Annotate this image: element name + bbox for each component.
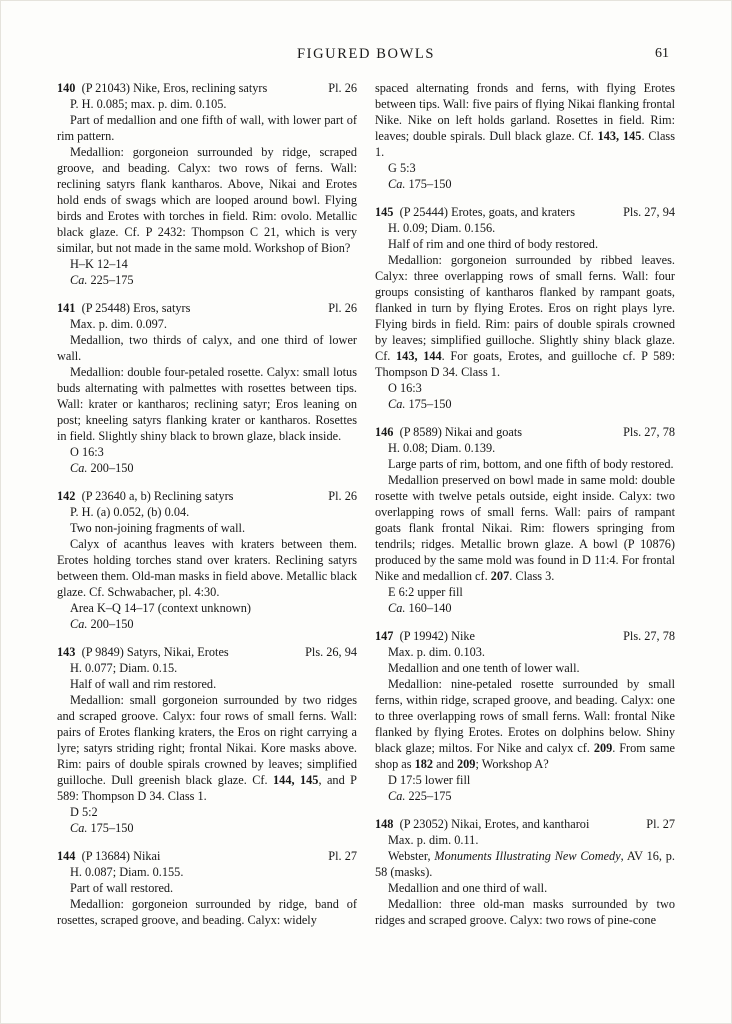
paragraph bbox=[375, 80, 675, 160]
paragraph bbox=[375, 396, 675, 412]
italic-text: Ca. bbox=[388, 601, 409, 615]
text-run: H. 0.08; Diam. 0.139. bbox=[388, 441, 496, 455]
entry-heading-text bbox=[57, 488, 320, 504]
entry-title: (P 21043) Nike, Eros, reclining satyrs bbox=[75, 81, 268, 95]
text-run: Part of medallion and one fifth of wall, with lower part of rim pattern. bbox=[57, 113, 357, 143]
paragraph bbox=[375, 644, 675, 660]
entry-144 bbox=[57, 848, 357, 928]
text-run: Medallion: gorgoneion surrounded by ridge, scraped groove, and beading. Calyx: two rows of ferns. Wall: reclining satyrs flank kantharos. Above, Nikai and Erotes hold ends of swags which are looped around bowl. Flying birds and Erotes with torches in field. Rim: ovolo. Metallic black glaze. Cf. P 2432: Thompson C 21, which is very similar, but not made in the same mold. Workshop of Bion? bbox=[57, 145, 357, 255]
paragraph bbox=[57, 692, 357, 804]
entry-title: (P 13684) Nikai bbox=[75, 849, 161, 863]
paragraph bbox=[57, 332, 357, 364]
entry-title: (P 9849) Satyrs, Nikai, Erotes bbox=[75, 645, 229, 659]
cross-reference: 182 bbox=[414, 757, 434, 771]
paragraph bbox=[375, 772, 675, 788]
paragraph bbox=[57, 676, 357, 692]
text-run: Medallion and one third of wall. bbox=[388, 881, 548, 895]
entry-plate: Pls. 27, 78 bbox=[623, 629, 675, 643]
text-run: Medallion preserved on bowl made in same mold: double rosette with twelve petals outside, eight inside. Calyx: two overlapping rows of small ferns. Wall: pairs of rampant goats flank frontal Nikai. Rim: flowers springing from tendrils; ridges. Metallic brown glaze. A bowl (P 10876) produced by the same mold was found in D 11:4. For frontal Nike and medallion cf. bbox=[375, 473, 675, 583]
paragraph bbox=[375, 220, 675, 236]
paragraph bbox=[57, 112, 357, 144]
entry-title: (P 25444) Erotes, goats, and kraters bbox=[393, 205, 576, 219]
text-run: H. 0.09; Diam. 0.156. bbox=[388, 221, 496, 235]
entry-number: 141 bbox=[57, 301, 76, 315]
entry-plate: Pl. 27 bbox=[646, 817, 675, 831]
entry-plate: Pls. 27, 94 bbox=[623, 205, 675, 219]
text-run: 175–150 bbox=[408, 177, 452, 191]
entry-148 bbox=[375, 816, 675, 928]
page-title: FIGURED BOWLS bbox=[296, 46, 435, 62]
entry-heading bbox=[57, 644, 357, 660]
text-run: ; Workshop A? bbox=[475, 757, 549, 771]
paragraph bbox=[57, 96, 357, 112]
paragraph bbox=[375, 896, 675, 928]
paragraph bbox=[375, 832, 675, 848]
paragraph bbox=[57, 660, 357, 676]
paragraph bbox=[57, 880, 357, 896]
entry-plate: Pl. 27 bbox=[328, 849, 357, 863]
entry-number: 145 bbox=[375, 205, 394, 219]
entry-143 bbox=[57, 644, 357, 836]
italic-text: Ca. bbox=[70, 461, 91, 475]
paragraph bbox=[57, 316, 357, 332]
text-run: D 5:2 bbox=[70, 805, 98, 819]
entry-heading bbox=[57, 300, 357, 316]
cross-reference: 209 bbox=[593, 741, 613, 755]
text-run: Large parts of rim, bottom, and one fifth of body restored. bbox=[388, 457, 674, 471]
text-run: 200–150 bbox=[90, 461, 134, 475]
text-run: Medallion: nine-petaled rosette surrounded by small ferns, within ridge, scraped groove, and beading. Calyx: one to three overlapping rows of small ferns. Wall: frontal Nike flanked by flying Erotes. Erotes on dolphins below. Shiny black glaze; miltos. For Nike and calyx cf. bbox=[375, 677, 675, 755]
paragraph bbox=[375, 584, 675, 600]
paragraph bbox=[57, 804, 357, 820]
text-run: H–K 12–14 bbox=[70, 257, 128, 271]
text-run: H. 0.077; Diam. 0.15. bbox=[70, 661, 178, 675]
cross-reference: 143, 144 bbox=[396, 349, 442, 363]
cross-reference: 207 bbox=[490, 569, 510, 583]
text-run: G 5:3 bbox=[388, 161, 416, 175]
entry-number: 140 bbox=[57, 81, 76, 95]
entry-heading-text bbox=[375, 816, 638, 832]
text-run: Half of wall and rim restored. bbox=[70, 677, 217, 691]
paragraph bbox=[375, 176, 675, 192]
paragraph bbox=[375, 440, 675, 456]
text-run: O 16:3 bbox=[388, 381, 422, 395]
cross-reference: 143, 145 bbox=[597, 129, 642, 143]
text-run: P. H. (a) 0.052, (b) 0.04. bbox=[70, 505, 190, 519]
text-run: Area K–Q 14–17 (context unknown) bbox=[70, 601, 251, 615]
paragraph bbox=[375, 788, 675, 804]
paragraph bbox=[57, 864, 357, 880]
entry-number: 148 bbox=[375, 817, 394, 831]
text-run: 225–175 bbox=[90, 273, 134, 287]
paragraph bbox=[57, 504, 357, 520]
text-run: , and P 589: Thompson D 34. Class 1. bbox=[57, 773, 358, 803]
text-run: 200–150 bbox=[90, 617, 134, 631]
entry-heading-text bbox=[375, 204, 615, 220]
entry-heading bbox=[57, 488, 357, 504]
paragraph bbox=[57, 364, 357, 444]
text-run: O 16:3 bbox=[70, 445, 104, 459]
italic-text: Ca. bbox=[388, 177, 409, 191]
italic-text: Ca. bbox=[70, 821, 91, 835]
paragraph bbox=[57, 820, 357, 836]
text-run: Part of wall restored. bbox=[70, 881, 174, 895]
italic-text: Ca. bbox=[388, 789, 409, 803]
entry-number: 142 bbox=[57, 489, 76, 503]
text-run: Medallion: three old-man masks surrounded by two ridges and scraped groove. Calyx: two rows of pine-cone bbox=[375, 897, 675, 927]
text-run: P. H. 0.085; max. p. dim. 0.105. bbox=[70, 97, 227, 111]
entry-number: 147 bbox=[375, 629, 394, 643]
text-run: E 6:2 upper fill bbox=[388, 585, 463, 599]
entry-plate: Pl. 26 bbox=[328, 81, 357, 95]
paragraph bbox=[375, 236, 675, 252]
text-run: . Class 1. bbox=[375, 129, 676, 159]
text-run: spaced alternating fronds and ferns, with flying Erotes between tips. Wall: five pairs of flying Nikai flanking frontal Nike. Nike on left holds garland. Rosettes in field. Rim: leaves; double spirals. Dull black glaze. Cf. bbox=[375, 81, 675, 143]
text-run: Half of rim and one third of body restored. bbox=[388, 237, 599, 251]
text-run: 225–175 bbox=[408, 789, 452, 803]
column-left bbox=[57, 80, 357, 940]
entry-heading bbox=[375, 816, 675, 832]
text-run: Max. p. dim. 0.103. bbox=[388, 645, 486, 659]
entry-heading bbox=[375, 628, 675, 644]
entry-145 bbox=[375, 204, 675, 412]
entry-title: (P 23640 a, b) Reclining satyrs bbox=[75, 489, 234, 503]
text-run: Webster, bbox=[388, 849, 435, 863]
entry-plate: Pls. 27, 78 bbox=[623, 425, 675, 439]
entry-141 bbox=[57, 300, 357, 476]
text-run: Medallion, two thirds of calyx, and one third of lower wall. bbox=[57, 333, 357, 363]
paragraph bbox=[57, 460, 357, 476]
entry-heading bbox=[57, 80, 357, 96]
italic-text: Ca. bbox=[70, 617, 91, 631]
entry-number: 146 bbox=[375, 425, 394, 439]
text-run: Medallion and one tenth of lower wall. bbox=[388, 661, 580, 675]
paragraph bbox=[57, 520, 357, 536]
text-run: 175–150 bbox=[408, 397, 452, 411]
paragraph bbox=[375, 600, 675, 616]
text-run: Medallion: double four-petaled rosette. Calyx: small lotus buds alternating with palmettes with rosettes between tips. Wall: krater or kantharos; reclining satyr; Eros leaning on post; kneeling satyrs flanking krater or kantharos. Rosettes in field. Slightly shiny black to brown glaze, black inside. bbox=[57, 365, 357, 443]
entry-title: (P 25448) Eros, satyrs bbox=[75, 301, 191, 315]
entry-heading bbox=[375, 424, 675, 440]
text-run: . For goats, Erotes, and guilloche cf. P 589: Thompson D 34. Class 1. bbox=[375, 349, 675, 379]
cross-reference: 144, 145 bbox=[273, 773, 319, 787]
paragraph bbox=[375, 252, 675, 380]
entry-heading bbox=[57, 848, 357, 864]
italic-text: Monuments Illustrating New Comedy bbox=[434, 849, 621, 863]
text-run: Calyx of acanthus leaves with kraters between them. Erotes holding torches stand over kraters. Reclining satyrs between them. Old-man masks in field above. Metallic black glaze. Cf. Schwabacher, pl. 4:30. bbox=[57, 537, 357, 599]
entry-heading-text bbox=[57, 644, 297, 660]
paragraph bbox=[375, 472, 675, 584]
paragraph bbox=[375, 848, 675, 880]
text-run: . From same shop as bbox=[375, 741, 676, 771]
entry-heading-text bbox=[375, 628, 615, 644]
paragraph bbox=[375, 676, 675, 772]
entry-heading-text bbox=[375, 424, 615, 440]
text-run: D 17:5 lower fill bbox=[388, 773, 471, 787]
entry-heading bbox=[375, 204, 675, 220]
entry-title: (P 23052) Nikai, Erotes, and kantharoi bbox=[393, 817, 590, 831]
text-run: and bbox=[433, 757, 457, 771]
entry-plate: Pl. 26 bbox=[328, 489, 357, 503]
page-content bbox=[57, 80, 675, 940]
entry-146 bbox=[375, 424, 675, 616]
text-run: Medallion: gorgoneion surrounded by ribbed leaves. Calyx: three overlapping rows of small ferns. Wall: four groups consisting of kantharos flanked by rampant goats, flanked in turn by flying Erotes. Eros on right plays lyre. Flying birds in field. Rim: pairs of double spirals crowned by leaves; simplified guilloche. Slightly shiny black glaze. Cf. bbox=[375, 253, 675, 363]
paragraph bbox=[57, 600, 357, 616]
entry-142 bbox=[57, 488, 357, 632]
paragraph bbox=[375, 660, 675, 676]
entry-140 bbox=[57, 80, 357, 288]
text-run: 160–140 bbox=[408, 601, 452, 615]
paragraph bbox=[57, 444, 357, 460]
text-run: Max. p. dim. 0.097. bbox=[70, 317, 168, 331]
entry-number: 144 bbox=[57, 849, 76, 863]
text-run: . Class 3. bbox=[509, 569, 555, 583]
italic-text: Ca. bbox=[388, 397, 409, 411]
page-number: 61 bbox=[655, 46, 669, 61]
entry-plate: Pl. 26 bbox=[328, 301, 357, 315]
paragraph bbox=[57, 256, 357, 272]
entry-heading-text bbox=[57, 848, 320, 864]
paragraph bbox=[57, 616, 357, 632]
paragraph bbox=[57, 536, 357, 600]
paragraph bbox=[375, 160, 675, 176]
page-header bbox=[57, 46, 675, 64]
entry-heading-text bbox=[57, 300, 320, 316]
paragraph bbox=[375, 456, 675, 472]
italic-text: Ca. bbox=[70, 273, 91, 287]
paragraph bbox=[57, 896, 357, 928]
text-run: Medallion: small gorgoneion surrounded by two ridges and scraped groove. Calyx: four rows of small ferns. Wall: pairs of Erotes flanking kraters, the Eros on right carrying a lyre; satyrs striding right; frontal Nikai. Kore masks above. Rim: pairs of double spirals crowned by leaves; simplified guilloche. Dull greenish black glaze. Cf. bbox=[57, 693, 357, 787]
text-run: H. 0.087; Diam. 0.155. bbox=[70, 865, 184, 879]
text-run: Two non-joining fragments of wall. bbox=[70, 521, 246, 535]
text-run: Medallion: gorgoneion surrounded by ridge, band of rosettes, scraped groove, and beading. Calyx: widely bbox=[57, 897, 357, 927]
paragraph bbox=[375, 880, 675, 896]
entry-147 bbox=[375, 628, 675, 804]
entry-title: (P 8589) Nikai and goats bbox=[393, 425, 523, 439]
entry-number: 143 bbox=[57, 645, 76, 659]
paragraph bbox=[57, 144, 357, 256]
entry-plate: Pls. 26, 94 bbox=[305, 645, 357, 659]
entry-heading-text bbox=[57, 80, 320, 96]
column-right bbox=[375, 80, 675, 940]
paragraph bbox=[57, 272, 357, 288]
text-run: Max. p. dim. 0.11. bbox=[388, 833, 479, 847]
paragraph bbox=[375, 380, 675, 396]
entry-continuation bbox=[375, 80, 675, 192]
cross-reference: 209 bbox=[456, 757, 476, 771]
text-run: , AV 16, p. 58 (masks). bbox=[375, 849, 675, 879]
entry-title: (P 19942) Nike bbox=[393, 629, 475, 643]
text-run: 175–150 bbox=[90, 821, 134, 835]
